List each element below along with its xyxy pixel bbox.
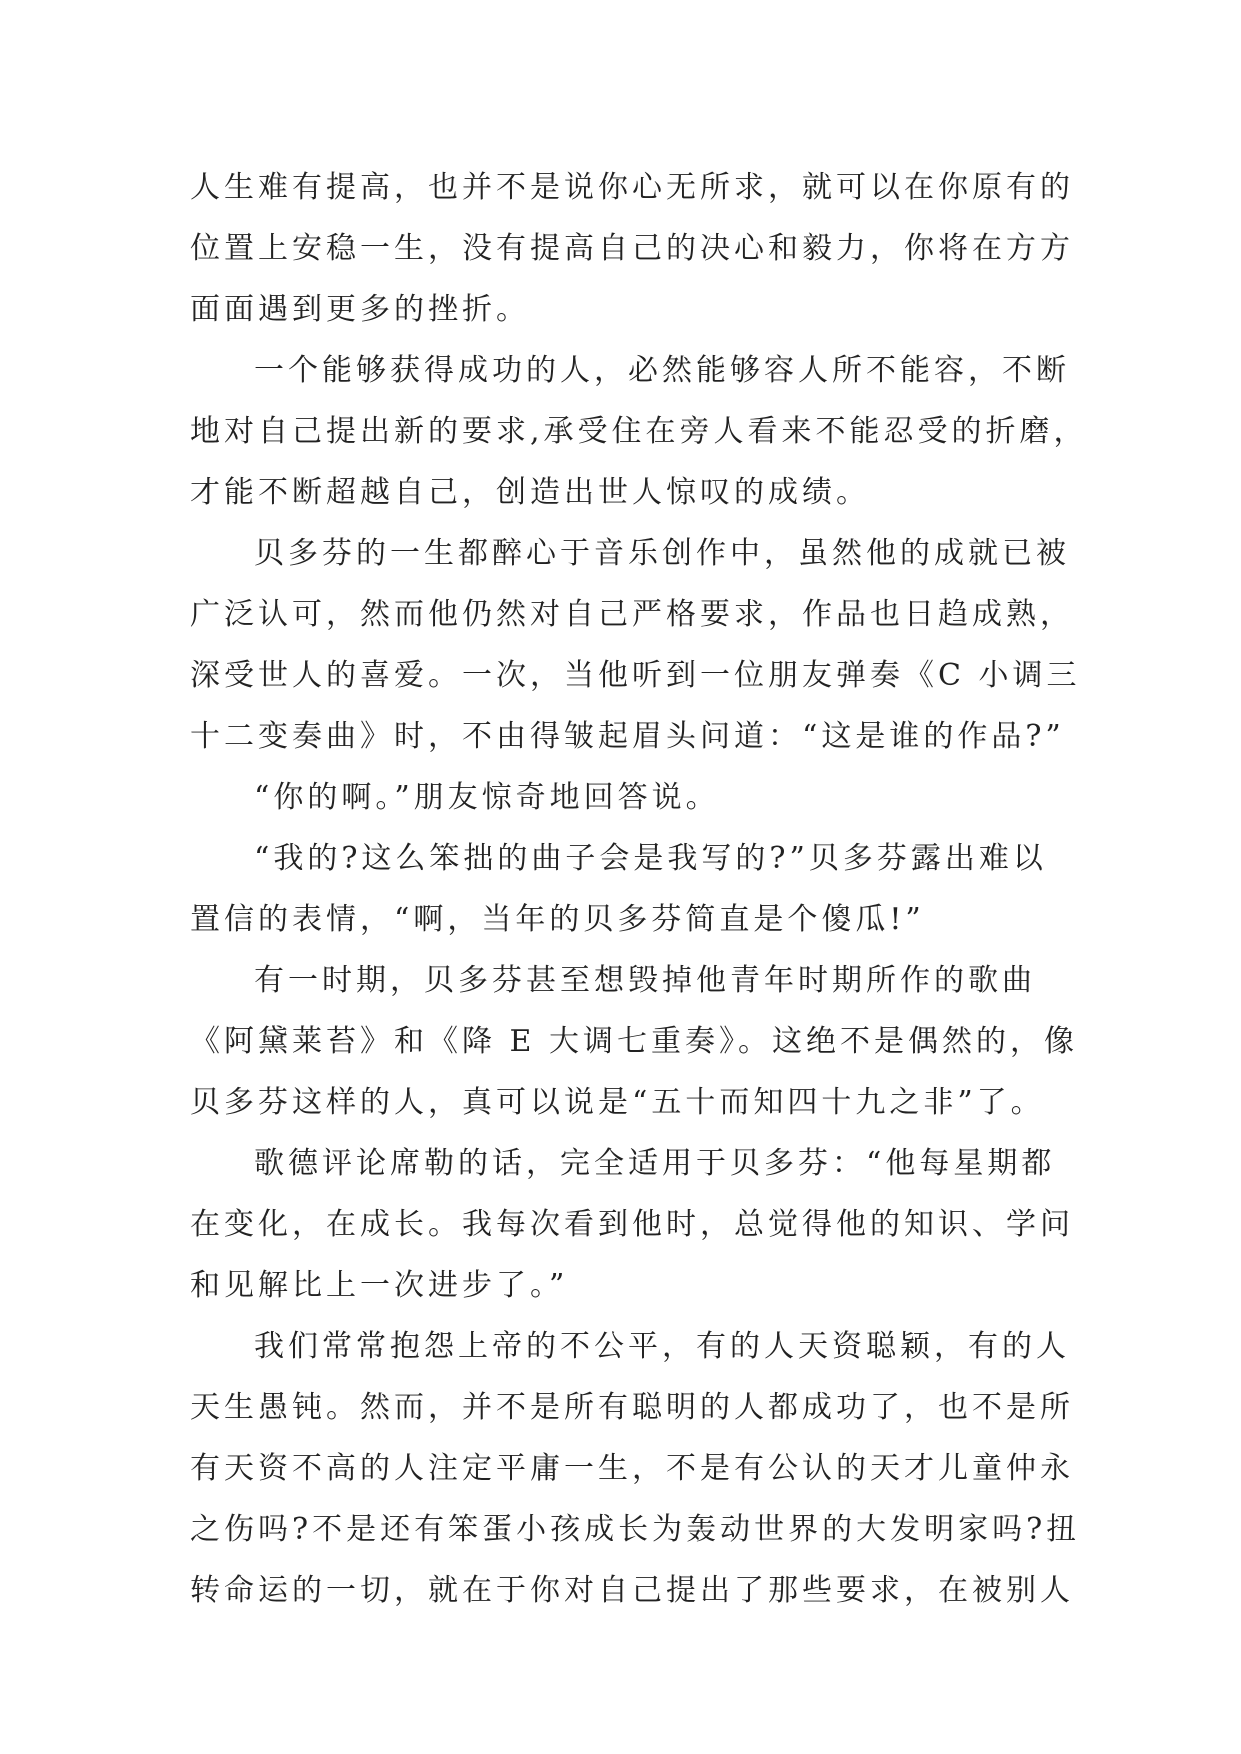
text-line: 我们常常抱怨上帝的不公平，有的人天资聪颖，有的人	[254, 1329, 1070, 1364]
text-line: “我的?这么笨拙的曲子会是我写的?”贝多芬露出难以	[254, 841, 1047, 876]
text-line: 地对自己提出新的要求,承受住在旁人看来不能忍受的折磨，	[190, 414, 1088, 449]
text-line: 置信的表情，“啊，当年的贝多芬简直是个傻瓜!”	[190, 902, 925, 937]
text-line: 有一时期，贝多芬甚至想毁掉他青年时期所作的歌曲	[254, 963, 1036, 998]
text-line: 人生难有提高，也并不是说你心无所求，就可以在你原有的	[190, 170, 1074, 205]
text-line: 深受世人的喜爱。一次，当他听到一位朋友弹奏《C 小调三	[190, 658, 1081, 693]
text-line: 广泛认可，然而他仍然对自己严格要求，作品也日趋成熟，	[190, 597, 1074, 632]
text-line: 《阿黛莱苔》和《降 E 大调七重奏》。这绝不是偶然的，像	[190, 1024, 1078, 1059]
text-line: 位置上安稳一生，没有提高自己的决心和毅力，你将在方方	[190, 231, 1074, 266]
text-line: 面面遇到更多的挫折。	[190, 292, 530, 327]
text-line: 十二变奏曲》时，不由得皱起眉头问道：“这是谁的作品?”	[190, 719, 1065, 754]
text-line: 之伤吗?不是还有笨蛋小孩成长为轰动世界的大发明家吗?扭	[190, 1512, 1081, 1547]
text-line: 天生愚钝。然而，并不是所有聪明的人都成功了，也不是所	[190, 1390, 1074, 1425]
text-line: 有天资不高的人注定平庸一生，不是有公认的天才儿童仲永	[190, 1451, 1074, 1486]
text-line: 转命运的一切，就在于你对自己提出了那些要求，在被别人	[190, 1573, 1074, 1608]
text-line: 贝多芬这样的人，真可以说是“五十而知四十九之非”了。	[190, 1085, 1045, 1120]
text-line: 才能不断超越自己，创造出世人惊叹的成绩。	[190, 475, 870, 510]
text-line: 歌德评论席勒的话，完全适用于贝多芬：“他每星期都	[254, 1146, 1056, 1181]
text-line: 一个能够获得成功的人，必然能够容人所不能容，不断	[254, 353, 1070, 388]
text-line: 和见解比上一次进步了。”	[190, 1268, 569, 1303]
body-text	[190, 157, 1088, 1621]
text-line: 在变化，在成长。我每次看到他时，总觉得他的知识、学问	[190, 1207, 1074, 1242]
text-line: “你的啊。”朋友惊奇地回答说。	[254, 780, 720, 815]
text-line: 贝多芬的一生都醉心于音乐创作中，虽然他的成就已被	[254, 536, 1070, 571]
